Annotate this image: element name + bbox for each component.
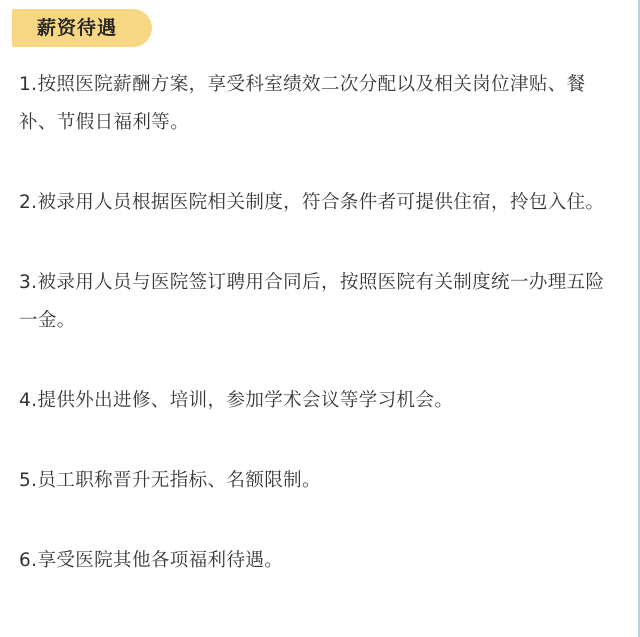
benefit-item-1: 1.按照医院薪酬方案，享受科室绩效二次分配以及相关岗位津贴、餐补、节假日福利等。 xyxy=(19,74,586,133)
benefit-item-5: 5.员工职称晋升无指标、名额限制。 xyxy=(19,470,321,491)
section-header-tag xyxy=(12,9,152,47)
benefit-item-2: 2.被录用人员根据医院相关制度，符合条件者可提供住宿，拎包入住。 xyxy=(19,192,605,213)
section-title: 薪资待遇 xyxy=(37,17,118,39)
benefit-item-4: 4.提供外出进修、培训，参加学术会议等学习机会。 xyxy=(19,390,454,411)
benefit-item-6: 6.享受医院其他各项福利待遇。 xyxy=(19,550,284,571)
benefits-list xyxy=(19,66,621,622)
benefit-item-3: 3.被录用人员与医院签订聘用合同后，按照医院有关制度统一办理五险一金。 xyxy=(19,272,605,331)
